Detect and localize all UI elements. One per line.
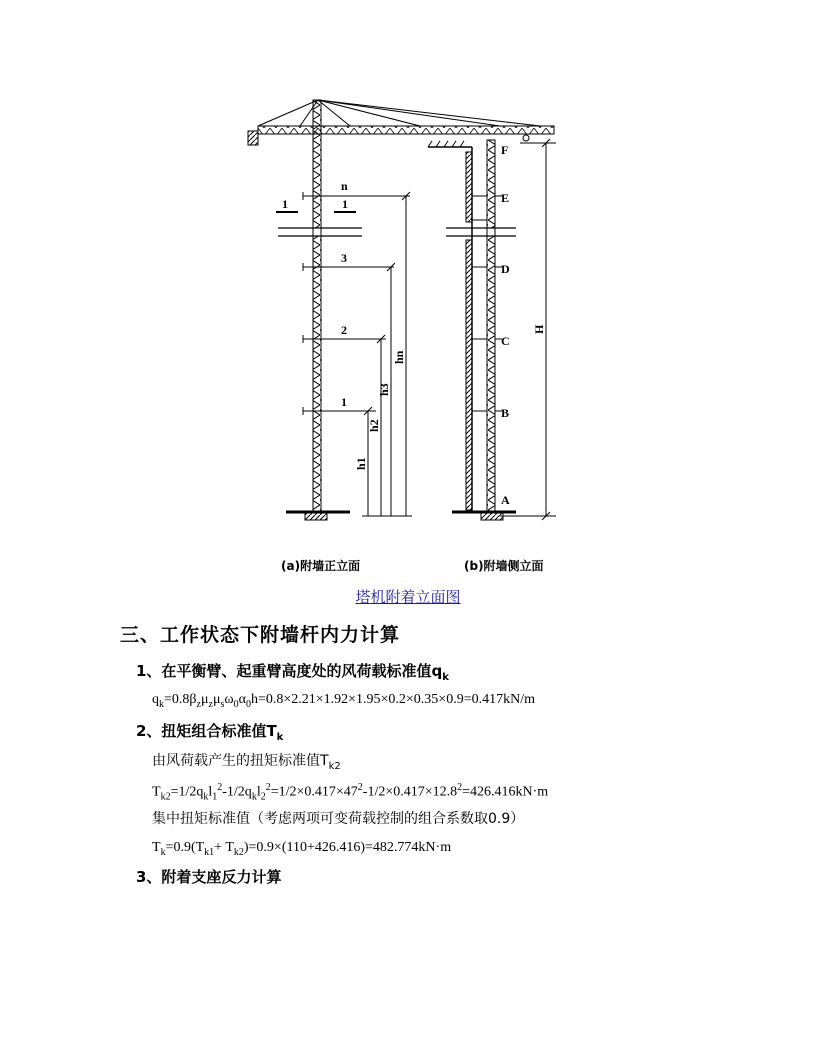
- dim-label-h3: h3: [377, 383, 391, 396]
- combination-text: 集中扭矩标准值（考虑两项可变荷载控制的组合系数取0.9）: [152, 811, 525, 827]
- subsection-3-title: 3、附着支座反力计算: [136, 868, 282, 886]
- break-lines-left: [278, 228, 362, 236]
- crane-top: [248, 100, 554, 145]
- dim-label-h1: h1: [354, 457, 368, 470]
- formula-tk: $T_k=0.9(T_{k1}+ T_{k2})=0.9\times(110+426.416)=482.774kN\cdot m$: [152, 840, 452, 858]
- point-label-E: E: [501, 191, 510, 205]
- ground-left: [286, 512, 350, 520]
- subsection-1-title: 1、在平衡臂、起重臂高度处的风荷载标准值$q_k$: [136, 662, 449, 683]
- torque-wind-text: 由风荷载产生的扭矩标准值$T_{k2}$: [152, 753, 341, 772]
- section-label-right: 1: [342, 197, 348, 211]
- point-label-D: D: [501, 262, 510, 276]
- point-label-A: A: [501, 493, 510, 507]
- formula-qk: $q_k=0.8\beta_z\mu_z\mu_s\omega_0\alpha_0h=0.8\times 2.21\times 1.92\times 1.95\times 0.2\times 0.35\times 0.9=0.417kN/m$: [152, 692, 535, 710]
- figure-title-link[interactable]: 塔机附着立面图: [355, 588, 461, 606]
- point-label-C: C: [501, 334, 510, 348]
- dim-label-H: H: [532, 324, 546, 334]
- subsection-2-title: 2、扭矩组合标准值$T_k$: [136, 722, 284, 743]
- level-label-n: n: [341, 179, 348, 193]
- right-mast: [487, 140, 495, 512]
- point-label-F: F: [501, 143, 509, 157]
- dim-label-h2: h2: [367, 419, 381, 432]
- section-label-left: 1: [282, 197, 288, 211]
- section-heading: 三、工作状态下附墙杆内力计算: [120, 624, 401, 646]
- dim-label-hn: hn: [392, 350, 406, 364]
- caption-a: (a)附墙正立面: [281, 559, 361, 573]
- caption-b: (b)附墙侧立面: [464, 559, 544, 573]
- level-label-3: 3: [341, 251, 347, 265]
- break-lines-right: [446, 228, 516, 236]
- level-label-2: 2: [341, 323, 347, 337]
- point-label-B: B: [501, 406, 510, 420]
- formula-tk2: $T_{k2}=1/2q_kl_1^2-1/2q_kl_2^2=1/2\times 0.417\times 47^2-1/2\times 0.417\times 12.8^2=426.416kN\cdot m$: [152, 782, 549, 803]
- level-label-1: 1: [341, 395, 347, 409]
- building-wall: [428, 141, 472, 512]
- left-mast: [313, 100, 321, 512]
